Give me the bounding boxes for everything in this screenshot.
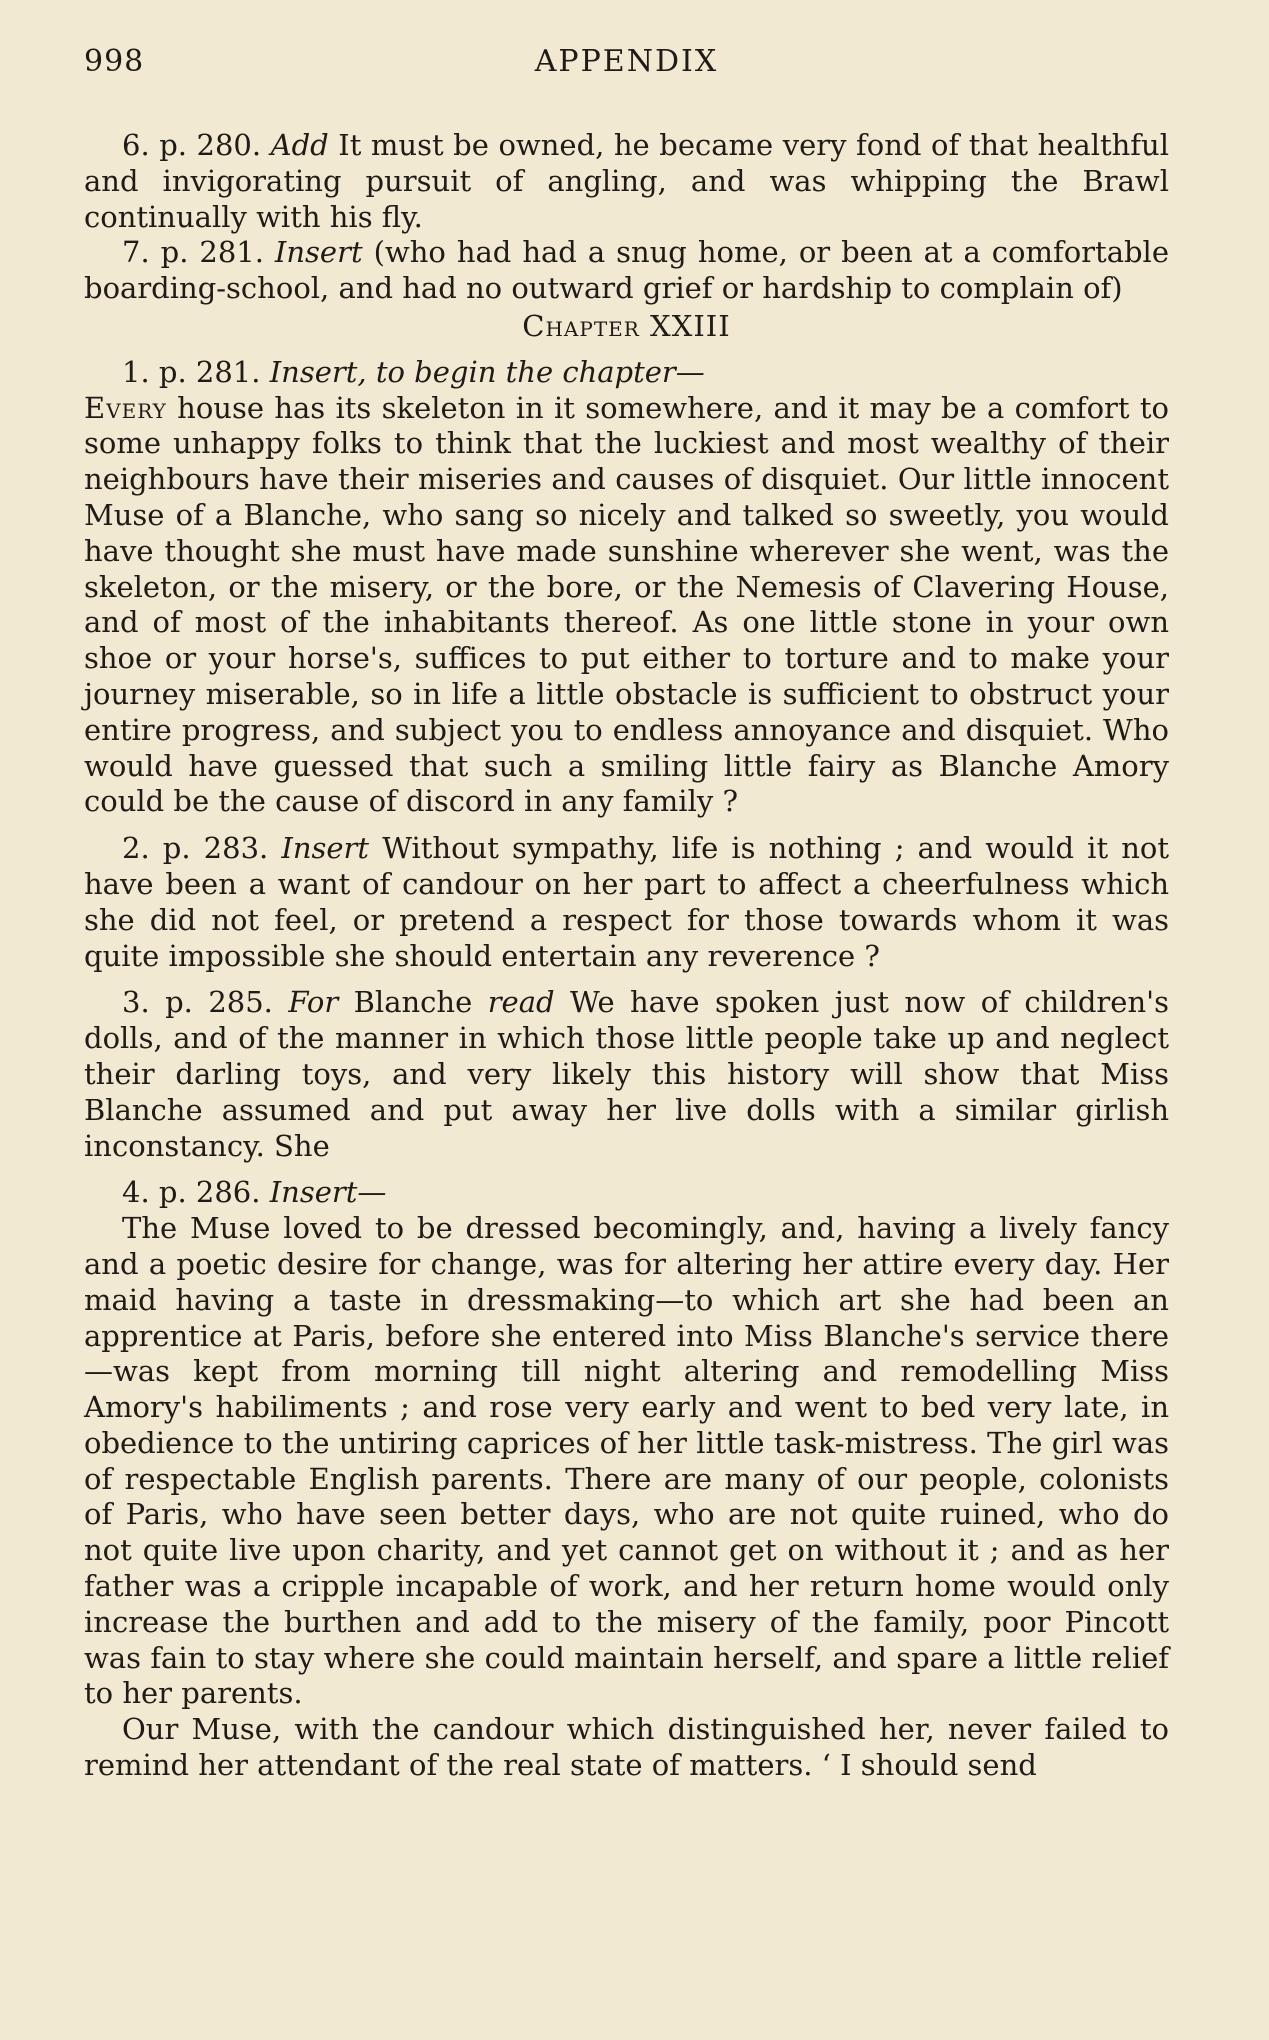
lead-word: Every [84,390,167,425]
running-title: APPENDIX [534,44,719,79]
note-paragraph [84,128,1169,235]
note-instruction-read: read [487,985,555,1020]
note-text: (who had had a snug home, or been at a comfortable boarding-school, and had no outward grief or hardship to complain of) [84,235,1169,306]
note-text: We have spoken just now of children's dolls, and of the manner in which those little people take up and neglect their darling toys, and very likely this history will show that Miss Blanche assumed and put away her live dolls with a similar girlish inconstancy. She [84,985,1169,1163]
running-head: 998 APPENDIX [84,44,1169,94]
note-paragraph [84,235,1169,307]
note-label: 1. p. 281. [122,354,261,389]
note-paragraph [84,355,1169,391]
book-page [84,44,1169,1784]
note-text: It must be owned, he became very fond of that healthful and invigorating pursuit of angling, and was whipping the Brawl continually with his fly. [84,128,1169,234]
inserted-text [84,391,1169,821]
inserted-text: Our Muse, with the candour which distinguished her, never failed to remind her attendant of the real state of matters. ‘ I should send [84,1712,1169,1783]
chapter-word-rest: hapter [545,308,640,343]
note-instruction: Add [270,128,329,162]
note-label: 3. p. 285. [122,985,273,1020]
note-text: house has its skeleton in it somewhere, and it may be a comfort to some unhappy folks to think that the luckiest and most wealthy of their neighbours have their miseries and causes of disquiet. Our little innocent Muse of a Blanche, who sang so nicely and talked so sweetly, you would have thought she must have made sunshine wherever she went, was the skeleton, or the misery, or the bore, or the Nemesis of Clavering House, and of most of the inhabitants thereof. As one little stone in your own shoe or your horse's, suffices to put either to torture and to make your journey miserable, so in life a little obstacle is sufficient to obstruct your entire progress, and subject you to endless annoyance and disquiet. Who would have guessed that such a smiling little fairy as Blanche Amory could be the cause of discord in any family ? [84,390,1169,819]
note-paragraph [84,1175,1169,1211]
note-replaced-word: Blanche [338,985,488,1020]
note-paragraph [84,985,1169,1164]
chapter-word-initial: C [522,308,546,343]
note-label: 6. p. 280. [122,128,262,162]
note-instruction-for: For [288,985,339,1020]
note-paragraph [84,831,1169,974]
note-instruction: Insert [274,235,363,270]
note-label: 2. p. 283. [122,831,269,866]
page-body [84,128,1169,1784]
note-label: 7. p. 281. [122,235,264,270]
note-text: Without sympathy, life is nothing ; and would it not have been a want of candour on her part to affect a cheerfulness which she did not feel, or pretend a respect for those towards whom it was quite impossible she should entertain any reverence ? [84,831,1170,973]
note-label: 4. p. 286. [122,1175,261,1210]
note-instruction: Insert, to begin the chapter— [269,354,705,389]
inserted-text: The Muse loved to be dressed becomingly, and, having a lively fancy and a poetic desire for change, was for altering her attire every day. Her maid having a taste in dressmaking—to which art she had been an apprentice at Paris, before she entered into Miss Blanche's service there—was kept from morning till night altering and remodelling Miss Amory's habiliments ; and rose very early and went to bed very late, in obedience to the untiring caprices of her little task-mistress. The girl was of respectable English parents. There are many of our people, colonists of Paris, who have seen better days, who are not quite ruined, who do not quite live upon charity, and yet cannot get on without it ; and as her father was a cripple incapable of work, and her return home would only increase the burthen and add to the misery of the family, poor Pincott was fain to stay where she could maintain herself, and spare a little relief to her parents. [84,1211,1169,1711]
note-instruction: Insert [281,831,370,866]
note-instruction: Insert— [269,1175,387,1210]
chapter-heading [84,309,1169,345]
chapter-number: XXIII [650,308,731,343]
